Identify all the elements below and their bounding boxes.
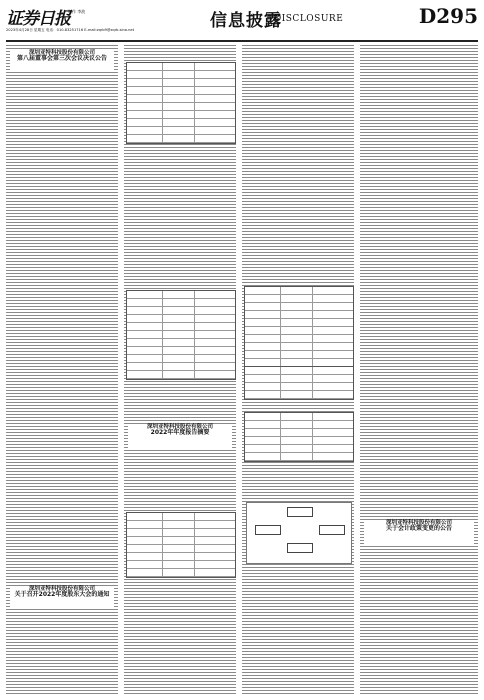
table xyxy=(126,512,236,578)
org-chart xyxy=(246,502,352,564)
notice-header-2 xyxy=(128,424,232,448)
notice-company: 深圳亚特科技股份有限公司 xyxy=(146,424,213,430)
table xyxy=(126,62,236,144)
notice-title: 关于会计政策变更的公告 xyxy=(385,525,452,532)
page-number: D295 xyxy=(418,4,478,28)
table xyxy=(244,412,354,462)
table xyxy=(126,290,236,380)
table xyxy=(244,366,354,400)
section-title-en: DISCLOSURE xyxy=(274,14,344,24)
editor-line: 制作 李波 xyxy=(68,9,86,14)
issue-date: 2023年4月28日 星期五 xyxy=(6,28,45,32)
table xyxy=(244,286,354,368)
section-title: 信息披露 xyxy=(210,11,282,31)
date-contact xyxy=(6,28,206,33)
contact-line: 电话：010-83251716 E-mail:zqrb9@zqrb.sina.net xyxy=(45,28,134,32)
notice-company: 深圳亚特科技股份有限公司 xyxy=(385,520,452,526)
notice-title: 第八届董事会第三次会议决议公告 xyxy=(16,55,107,62)
masthead xyxy=(6,4,478,40)
issue-info xyxy=(68,9,208,14)
notice-header-1 xyxy=(10,50,114,72)
column-4-text xyxy=(360,44,478,694)
notice-company: 深圳亚特科技股份有限公司 xyxy=(28,50,95,56)
newspaper-logo: 证券日报 xyxy=(6,9,70,29)
notice-header-3 xyxy=(10,586,114,608)
notice-title: 2022年年度报告摘要 xyxy=(150,429,210,436)
notice-header-4 xyxy=(364,520,474,544)
notice-title: 关于召开2022年度股东大会的通知 xyxy=(14,591,110,598)
masthead-rule xyxy=(6,40,478,42)
notice-company: 深圳亚特科技股份有限公司 xyxy=(28,586,95,592)
